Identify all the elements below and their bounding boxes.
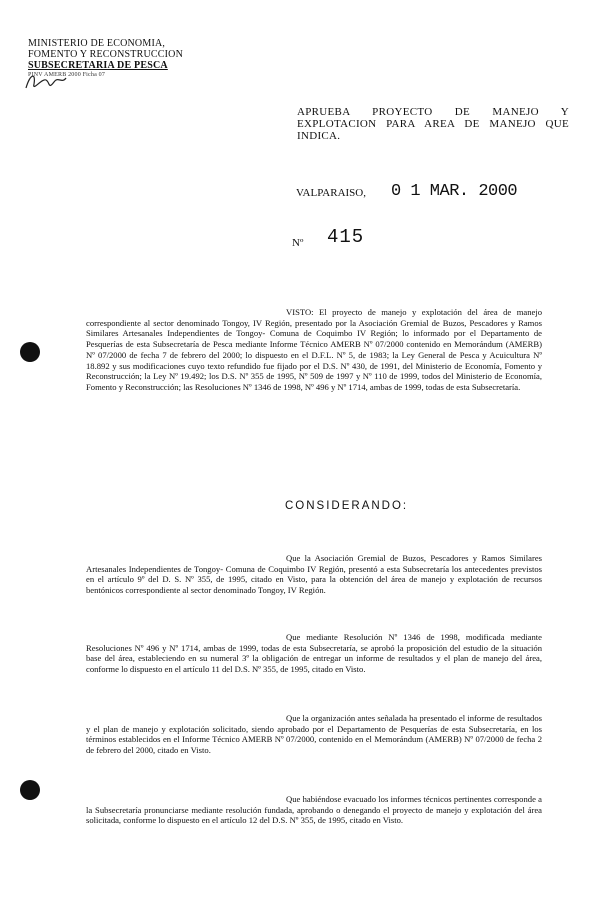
punch-hole-icon xyxy=(20,342,40,362)
punch-hole-icon xyxy=(20,780,40,800)
considerando-1-text: Que la Asociación Gremial de Buzos, Pescadores y Ramos Similares Artesanales Independientes de Tongoy- Comuna de Coquimbo IV Región, presentó a esta Subsecretaría los antecedentes previstos en el artículo 9º del D. S. Nº 355, de 1995, citado en Visto, para la obtención del área de manejo y explotación de recursos bentónicos correspondiente al sector denominado Tongoy, IV Región. xyxy=(86,553,542,596)
ministry-line-1: MINISTERIO DE ECONOMIA, xyxy=(28,38,166,49)
visto-text: VISTO: El proyecto de manejo y explotación del área de manejo correspondiente al sector denominado Tongoy, IV Región, presentado por la Asociación Gremial de Buzos, Pescadores y Ramos Similares Artesanales Independientes de Tongoy- Comuna de Coquimbo IV Región; lo informado por el Departamento de Pesquerías de esta Subsecretaría de Pesca mediante Informe Técnico AMERB Nº 07/2000 contenido en Memorándum (AMERB) Nº 07/2000 de fecha 7 de febrero del 2000; lo dispuesto en el D.F.L. Nº 5, de 1983; la Ley General de Pesca y Acuicultura Nº 18.892 y sus modificaciones cuyo texto refundido fue fijado por el D.S. Nº 430, de 1991, del Ministerio de Economía, Fomento y Reconstrucción; la Ley Nº 19.492; los D.S. Nº 355 de 1995, Nº 509 de 1997 y Nº 110 de 1999, todos del Ministerio de Economía, Fomento y Reconstrucción; las Resoluciones Nº 1346 de 1998, Nº 496 y Nº 1714, ambas de 1999, todas de esta Subsecretaría. xyxy=(86,307,542,392)
filing-stamp: PINV AMERB 2000 Ficha 07 xyxy=(28,72,106,78)
handwritten-initials-icon xyxy=(22,70,70,94)
resolution-title: APRUEBA PROYECTO DE MANEJO Y EXPLOTACION PARA AREA DE MANEJO QUE INDICA. xyxy=(297,106,569,142)
considerando-4 xyxy=(86,794,542,826)
place-label: VALPARAISO, xyxy=(296,187,366,199)
considerando-4-text: Que habiéndose evacuado los informes técnicos pertinentes corresponde a la Subsecretaría pronunciarse mediante resolución fundada, aprobando o denegando el proyecto de manejo y explotación del área solicitada, conforme lo dispuesto en el artículo 12 del D.S. Nº 355, de 1995, citado en Visto. xyxy=(86,794,542,826)
visto-paragraph xyxy=(86,307,542,393)
considerando-3-text: Que la organización antes señalada ha presentado el informe de resultados y el plan de manejo y explotación solicitado, siendo aprobado por el Departamento de Pesquerías de esta Subsecretaría, en los términos establecidos en el Informe Técnico AMERB Nº 07/2000, contenido en el Memorándum (AMERB) Nº 07/2000 de fecha 2 de febrero del 2000, citado en Visto. xyxy=(86,713,542,756)
ministry-line-2: FOMENTO Y RECONSTRUCCION xyxy=(28,49,184,60)
resolution-date: 0 1 MAR. 2000 xyxy=(391,182,518,201)
number-label: Nº xyxy=(292,237,304,249)
considerando-1 xyxy=(86,553,542,596)
subsecretaria-line: SUBSECRETARIA DE PESCA xyxy=(28,60,168,71)
considerando-2-text: Que mediante Resolución Nº 1346 de 1998, modificada mediante Resoluciones Nº 496 y Nº 1714, ambas de 1999, todas de esta Subsecretaría, se aprobó la proposición del estudio de la situación base del área, estableciendo en su numeral 3º la obligación de entregar un informe de resultados y el plan de manejo del área, conforme lo dispuesto en el artículo 11 del D.S. Nº 355, de 1995, citado en Visto. xyxy=(86,632,542,675)
resolution-number: 415 xyxy=(327,226,365,248)
considerando-2 xyxy=(86,632,542,675)
considerando-3 xyxy=(86,713,542,756)
considerando-heading: CONSIDERANDO: xyxy=(285,500,409,512)
